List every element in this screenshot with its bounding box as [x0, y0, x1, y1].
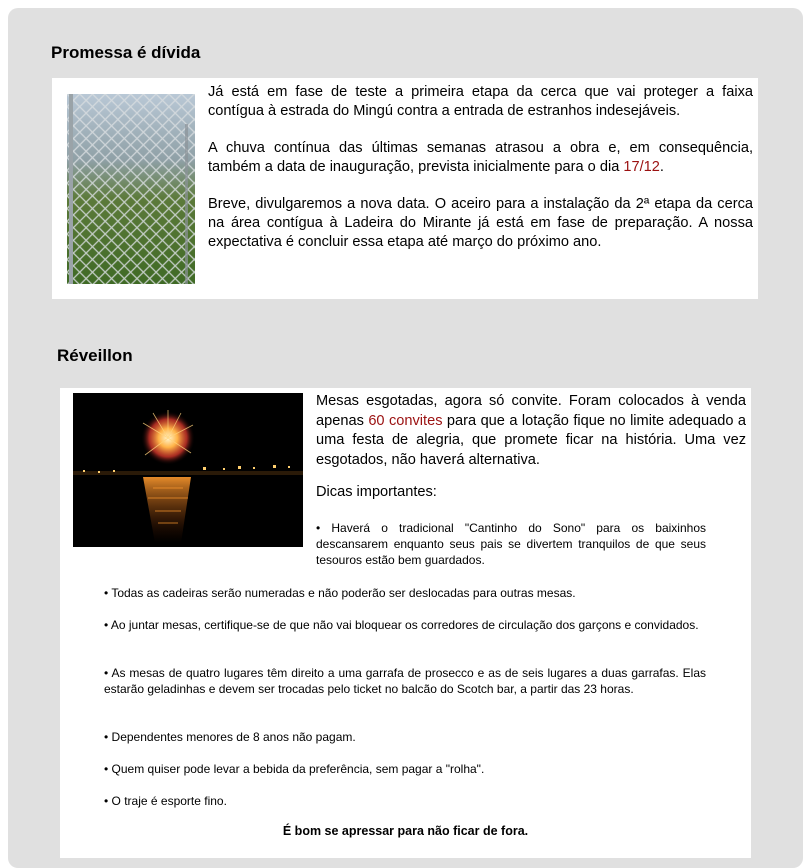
promessa-paragraph-2: A chuva contínua das últimas semanas atrasou a obra e, em consequência, também a data de inauguração, prevista inicialmente para o dia 17/12.	[208, 140, 753, 175]
promessa-paragraph-3: Breve, divulgaremos a nova data. O aceiro para a instalação da 2ª etapa da cerca na área contígua à Ladeira do Mirante já está em fase de preparação. A nossa expectativa é concluir essa etapa até março do próximo ano.	[208, 196, 753, 250]
tip-item: • O traje é esporte fino.	[104, 794, 227, 808]
tip-item: • Ao juntar mesas, certifique-se de que não vai bloquear os corredores de circulação dos garçons e convidados.	[104, 618, 699, 632]
reveillon-text	[316, 392, 746, 516]
fireworks-image	[73, 393, 303, 547]
closing-note: É bom se apressar para não ficar de fora.	[282, 824, 529, 838]
reveillon-intro: Mesas esgotadas, agora só convite. Foram colocados à venda apenas 60 convites para que a lotação fique no limite adequado a uma festa de alegria, que promete ficar na história. Uma vez esgotados, não haverá alternativa.	[316, 393, 747, 468]
section-title-promessa: Promessa é dívida	[51, 43, 201, 62]
tip-item: • Quem quiser pode levar a bebida da preferência, sem pagar a "rolha".	[104, 762, 485, 776]
tip-item: • Dependentes menores de 8 anos não pagam.	[104, 730, 356, 744]
tip-item: • Haverá o tradicional "Cantinho do Sono" para os baixinhos descansarem enquanto seus pais se divertem tranquilos de que seus tesouros estão bem guardados.	[316, 521, 706, 567]
section-title-reveillon: Réveillon	[57, 346, 133, 365]
tip-item: • Todas as cadeiras serão numeradas e não poderão ser deslocadas para outras mesas.	[104, 586, 576, 600]
promessa-card	[52, 78, 758, 299]
fence-image	[67, 94, 195, 284]
tip-item: • As mesas de quatro lugares têm direito a uma garrafa de prosecco e as de seis lugares a duas garrafas. Elas estarão geladinhas e devem ser trocadas pelo ticket no balcão do Scotch bar, a partir das 23 horas.	[104, 666, 706, 696]
promessa-text	[208, 83, 753, 270]
reveillon-card	[60, 388, 751, 858]
promessa-paragraph-1: Já está em fase de teste a primeira etapa da cerca que vai proteger a faixa contígua à estrada do Mingú contra a entrada de estranhos indesejáveis.	[208, 84, 753, 119]
tips-heading: Dicas importantes:	[316, 484, 437, 500]
invite-count: 60 convites	[368, 412, 443, 429]
inauguration-date: 17/12	[623, 159, 660, 175]
